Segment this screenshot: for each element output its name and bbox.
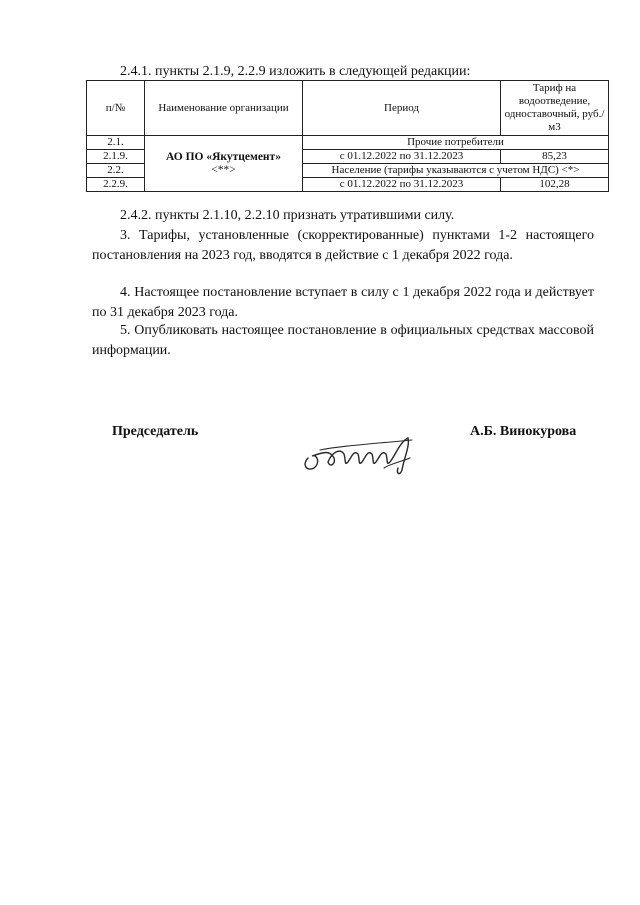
paragraph-5: 5. Опубликовать настоящее постановление в официальных средствах массовой информации. <box>92 323 594 358</box>
header-period: Период <box>303 81 501 136</box>
group-label: Население (тарифы указываются с учетом НДС) <*> <box>303 164 609 178</box>
amendment-intro: 2.4.1. пункты 2.1.9, 2.2.9 изложить в следующей редакции: <box>120 64 471 79</box>
row-tariff: 85,23 <box>501 150 609 164</box>
table-row <box>87 136 609 150</box>
signatory-role: Председатель <box>112 424 199 439</box>
org-cell <box>145 136 303 192</box>
signatory-name: А.Б. Винокурова <box>470 424 577 439</box>
row-num: 2.2.9. <box>87 178 145 192</box>
paragraph-3: 3. Тарифы, установленные (скорректированные) пунктами 1-2 настоящего постановления на 2023 год, вводятся в действие с 1 декабря 2022 года. <box>92 228 594 263</box>
paragraph-4: 4. Настоящее постановление вступает в силу с 1 декабря 2022 года и действует по 31 декабря 2023 года. <box>92 285 594 320</box>
header-tariff: Тариф на водоотведение, одноставочный, руб./м3 <box>501 81 609 136</box>
row-num: 2.2. <box>87 164 145 178</box>
tariff-table <box>86 80 609 192</box>
org-note: <**> <box>211 163 236 176</box>
row-tariff: 102,28 <box>501 178 609 192</box>
handwritten-signature <box>300 428 430 480</box>
header-org: Наименование организации <box>145 81 303 136</box>
row-num: 2.1. <box>87 136 145 150</box>
row-num: 2.1.9. <box>87 150 145 164</box>
row-period: с 01.12.2022 по 31.12.2023 <box>303 178 501 192</box>
group-label: Прочие потребители <box>303 136 609 150</box>
paragraph-2-4-2: 2.4.2. пункты 2.1.10, 2.2.10 признать утратившими силу. <box>120 208 455 223</box>
org-name: АО ПО «Якутцемент» <box>166 150 281 163</box>
row-period: с 01.12.2022 по 31.12.2023 <box>303 150 501 164</box>
table-header-row <box>87 81 609 136</box>
header-num: п/№ <box>87 81 145 136</box>
